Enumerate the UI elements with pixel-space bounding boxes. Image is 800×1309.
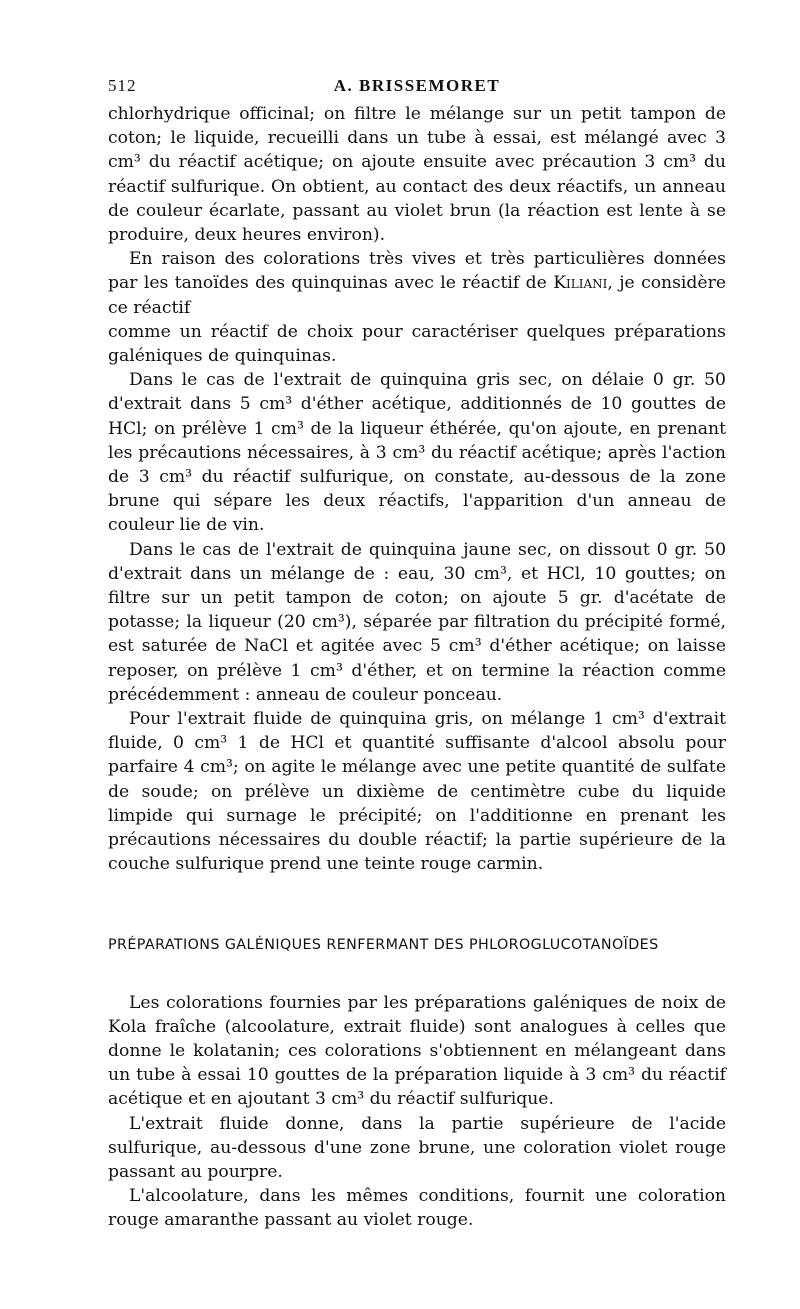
paragraph-continued: chlorhydrique officinal; on filtre le mélange sur un petit tampon de coton; le liquide, recueilli dans un tube à essai, est mélangé avec 3 cm³ du réactif acétique; on ajoute ensuite avec précaution 3 cm³ du réactif sulfurique. On obtient, au contact des deux réactifs, un anneau de couleur écarlate, passant au violet brun (la réaction est lente à se produire, deux heures environ).: [108, 104, 726, 246]
section-text: [108, 991, 726, 1233]
paragraph-kiliani-continued: comme un réactif de choix pour caractériser quelques préparations galéniques de quinquinas.: [108, 321, 726, 367]
paragraph-kiliani: [108, 247, 726, 320]
paragraph-alcoolature: L'alcoolature, dans les mêmes conditions, fournit une coloration rouge amaranthe passant au violet rouge.: [108, 1186, 726, 1231]
paragraph-quinquina-jaune-sec: Dans le cas de l'extrait de quinquina jaune sec, on dissout 0 gr. 50 d'extrait dans un mélange de : eau, 30 cm³, et HCl, 10 gouttes; on filtre sur un petit tampon de coton; on ajoute 5 gr. d'acétate de potasse; la liqueur (20 cm³), séparée par filtration du précipité formé, est saturée de NaCl et agitée avec 5 cm³ d'éther acétique; on laisse reposer, on prélève 1 cm³ d'éther, et on termine la réaction comme précédemment : anneau de couleur ponceau.: [108, 539, 726, 705]
paragraph-quinquina-gris-sec: Dans le cas de l'extrait de quinquina gris sec, on délaie 0 gr. 50 d'extrait dans 5 cm³ d'éther acétique, additionnés de 10 gouttes de HCl; on prélève 1 cm³ de la liqueur éthérée, qu'on ajoute, en prenant les précautions nécessaires, à 3 cm³ du réactif acétique; après l'action de 3 cm³ du réactif sulfurique, on constate, au-dessous de la zone brune qui sépare les deux réactifs, l'apparition d'un anneau de couleur lie de vin.: [108, 370, 726, 536]
paragraph-kiliani-before: En raison des colorations très vives et très particulières données par les tanoïdes des quinquinas avec le réactif de: [108, 249, 726, 294]
section-heading: PRÉPARATIONS GALÉNIQUES RENFERMANT DES PHLOROGLUCOTANOÏDES: [108, 936, 659, 953]
paragraph-extrait-fluide-gris: Pour l'extrait fluide de quinquina gris, on mélange 1 cm³ d'extrait fluide, 0 cm³ 1 de HCl et quantité suffisante d'alcool absolu pour parfaire 4 cm³; on agite le mélange avec une petite quantité de sulfate de soude; on prélève un dixième de centimètre cube du liquide limpide qui surnage le précipité; on l'additionne en prenant les précautions nécessaires du double réactif; la partie supérieure de la couche sulfurique prend une teinte rouge carmin.: [108, 709, 726, 875]
paragraph-kola: Les colorations fournies par les préparations galéniques de noix de Kola fraîche (alcoolature, extrait fluide) sont analogues à celles que donne le kolatanin; ces colorations s'obtiennent en mélangeant dans un tube à essai 10 gouttes de la préparation liquide à 3 cm³ du réactif acétique et en ajoutant 3 cm³ du réactif sulfurique.: [108, 992, 726, 1110]
author-name-kiliani: Kiliani: [553, 273, 608, 294]
paragraph-kiliani-after: , je considère ce réactif: [108, 273, 726, 318]
running-head-author: A. BRISSEMORET: [333, 76, 501, 95]
paragraph-extrait-fluide-kola: L'extrait fluide donne, dans la partie supérieure de l'acide sulfurique, au-dessous d'une zone brune, une coloration violet rouge passant au pourpre.: [108, 1113, 726, 1182]
main-text: [108, 102, 726, 877]
running-header: [108, 72, 726, 102]
page-number: 512: [108, 76, 137, 95]
document-page: [108, 72, 726, 1233]
